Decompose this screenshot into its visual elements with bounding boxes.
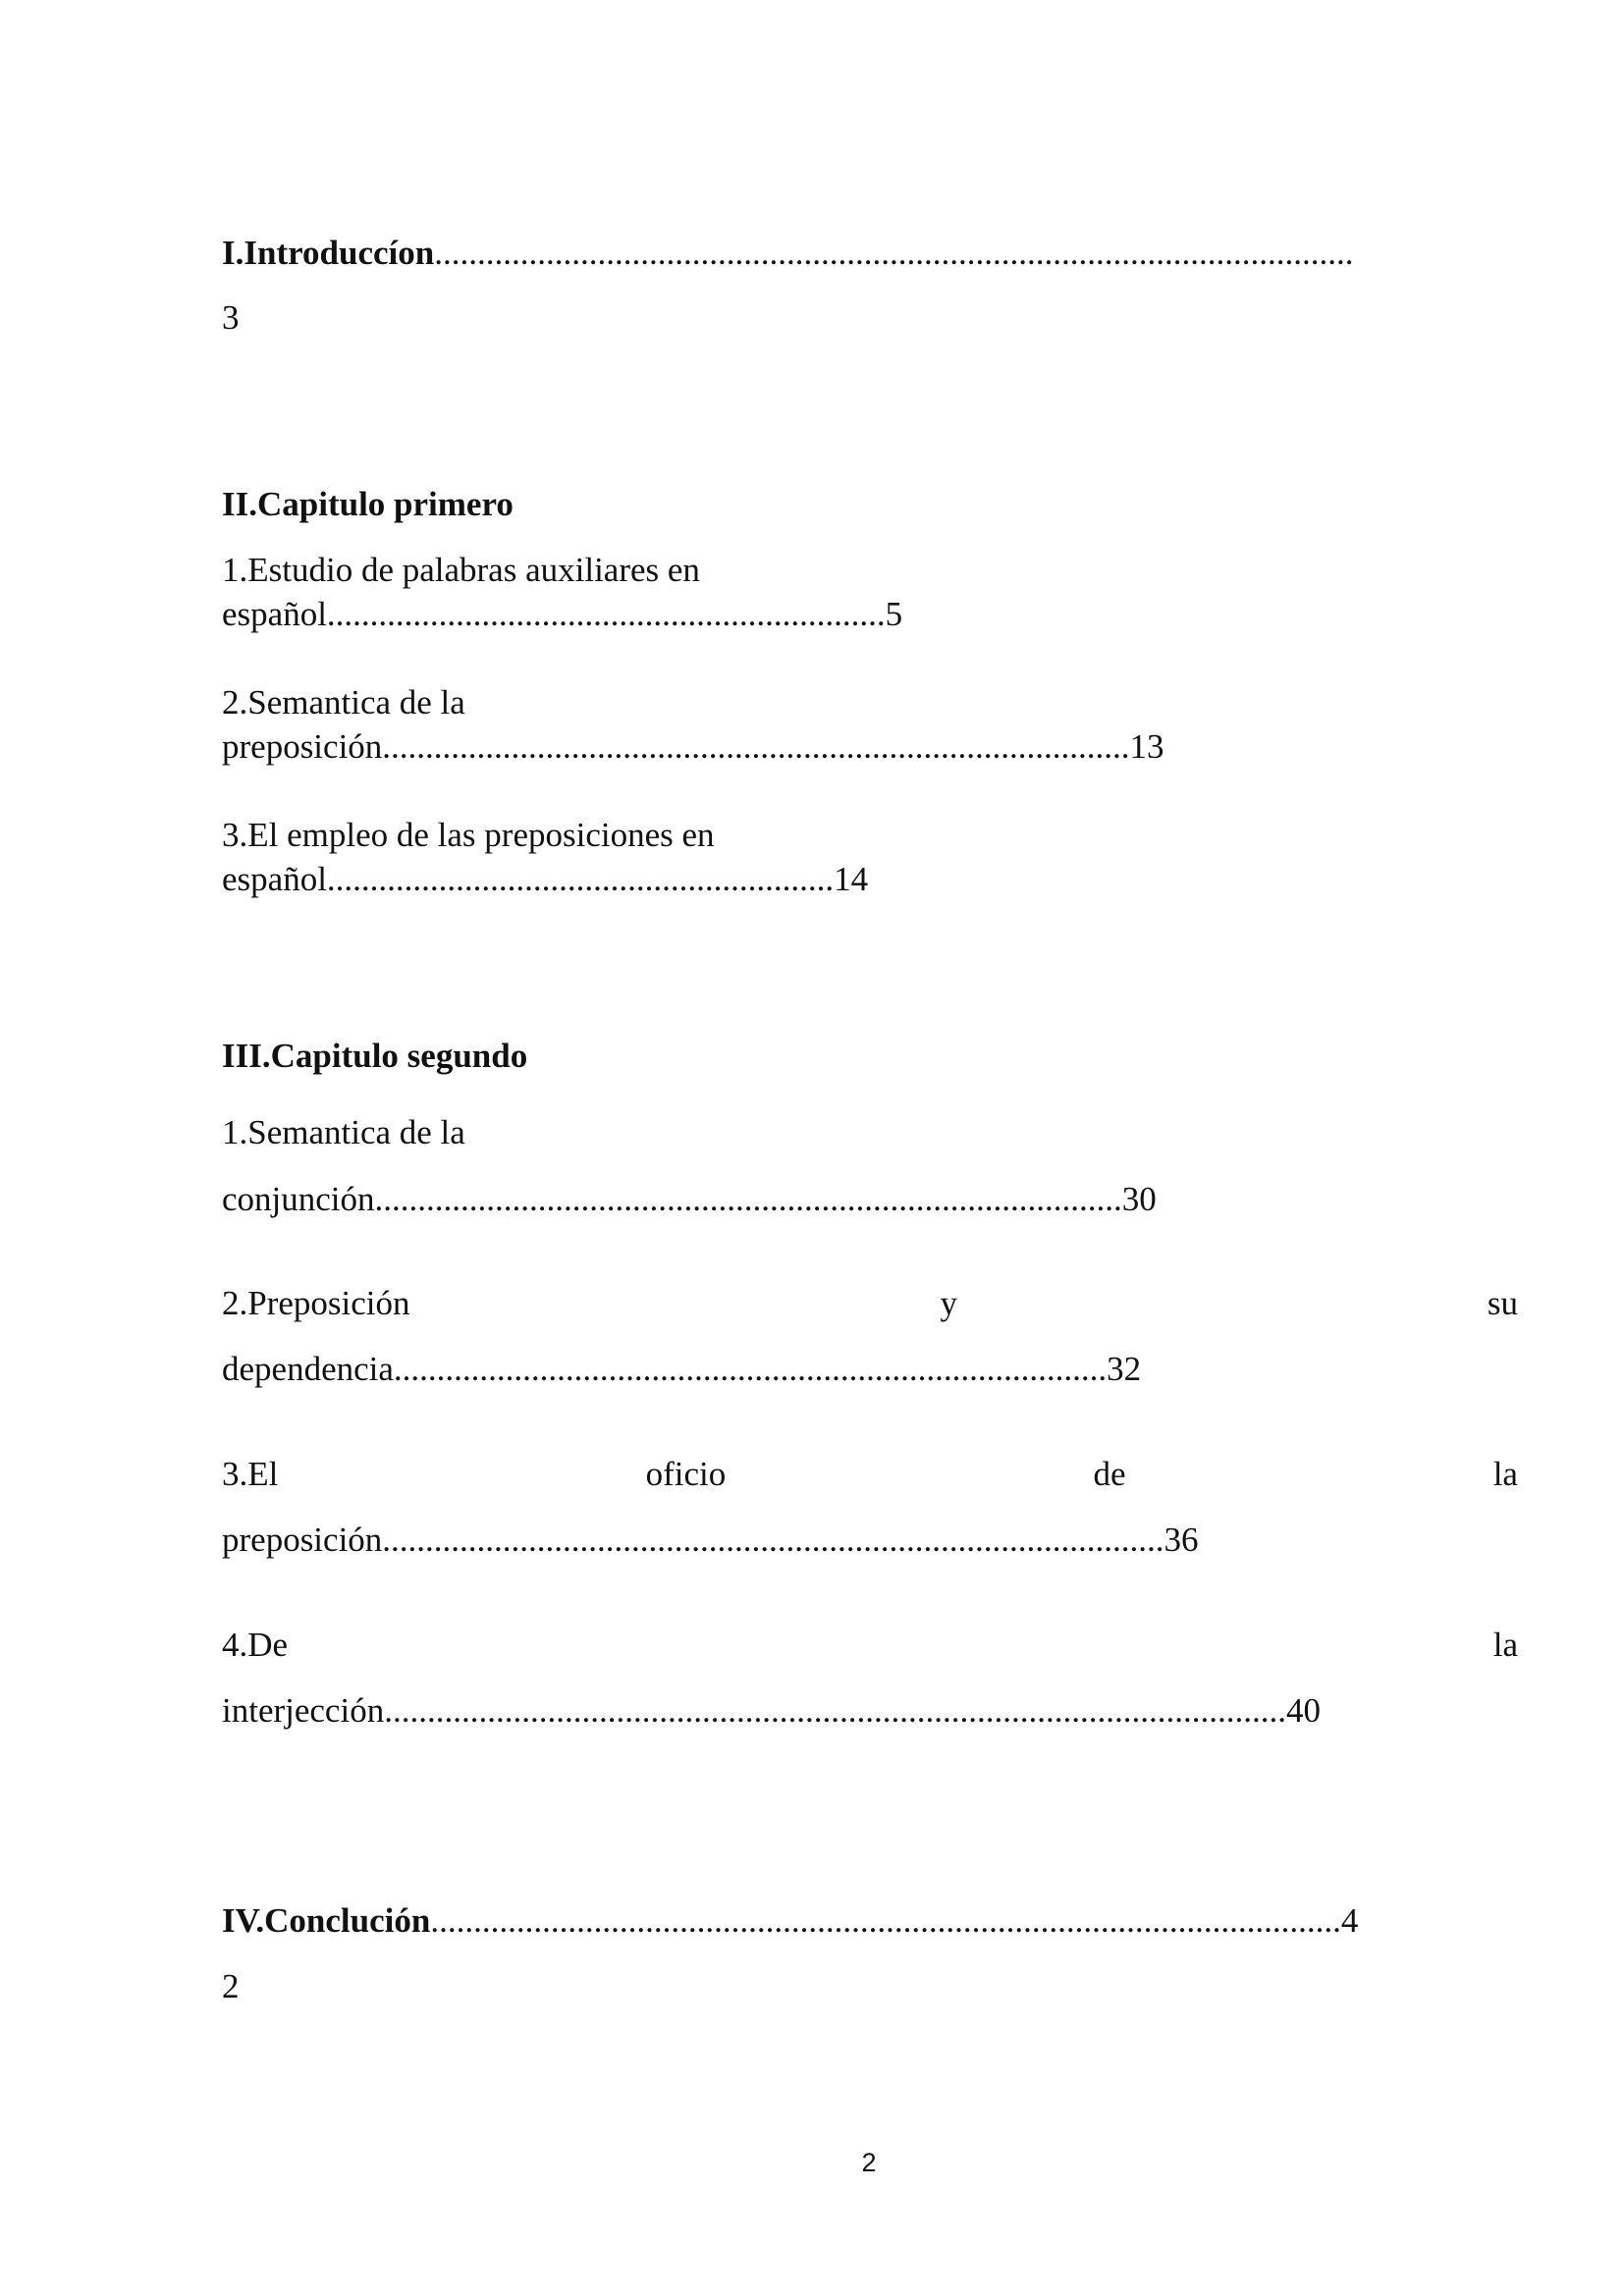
toc-chapter2-item4-line1 [222,1624,1518,1667]
toc-intro-label: I.Introduccíon [222,234,435,272]
toc-word: y [940,1284,957,1322]
toc-chapter1-item1-line1: 1.Estudio de palabras auxiliares en [222,551,700,589]
toc-chapter2-item1-line2: conjunción.......................................................................................30 [222,1180,1157,1218]
toc-word: de [1093,1455,1126,1493]
toc-conclusion-page: 2 [222,1967,240,2005]
toc-word: oficio [645,1455,727,1493]
toc-conclusion-label: IV.Conclución [222,1901,431,1940]
toc-chapter2-item3-line1 [222,1453,1518,1496]
toc-conclusion-leader: ..........................................................................................................4 [430,1901,1359,1940]
toc-chapter1-item3-line1: 3.El empleo de las preposiciones en [222,816,715,854]
toc-word: la [1492,1455,1518,1493]
toc-chapter1-item3-line2: español...........................................................14 [222,860,869,898]
toc-entry-intro [222,232,1518,275]
toc-chapter2-item1-line1: 1.Semantica de la [222,1113,465,1151]
toc-chapter2-item3-line2: preposición...........................................................................................36 [222,1521,1199,1559]
toc-word: 4.De [222,1626,289,1664]
toc-word: 3.El [222,1455,279,1493]
toc-chapter1-item1-line2: español.................................................................5 [222,595,903,633]
toc-chapter1-item2-line2: preposición.......................................................................................13 [222,727,1164,766]
page-number: 2 [861,2148,877,2177]
toc-chapter2-item4-line2: interjección.........................................................................................................40 [222,1691,1321,1730]
toc-chapter2-item2-line1 [222,1282,1518,1325]
toc-chapter1-heading: II.Capitulo primero [222,485,514,523]
toc-intro-leader: ........................................................................................................... [434,234,1354,272]
toc-word: su [1487,1284,1518,1322]
toc-chapter2-heading: III.Capitulo segundo [222,1037,528,1075]
toc-word: 2.Preposición [222,1284,410,1322]
toc-chapter2-item2-line2: dependencia...................................................................................32 [222,1350,1142,1388]
toc-entry-conclusion [222,1899,1518,1943]
toc-chapter1-item2-line1: 2.Semantica de la [222,683,465,721]
toc-word: la [1492,1626,1518,1664]
toc-intro-page: 3 [222,298,240,337]
